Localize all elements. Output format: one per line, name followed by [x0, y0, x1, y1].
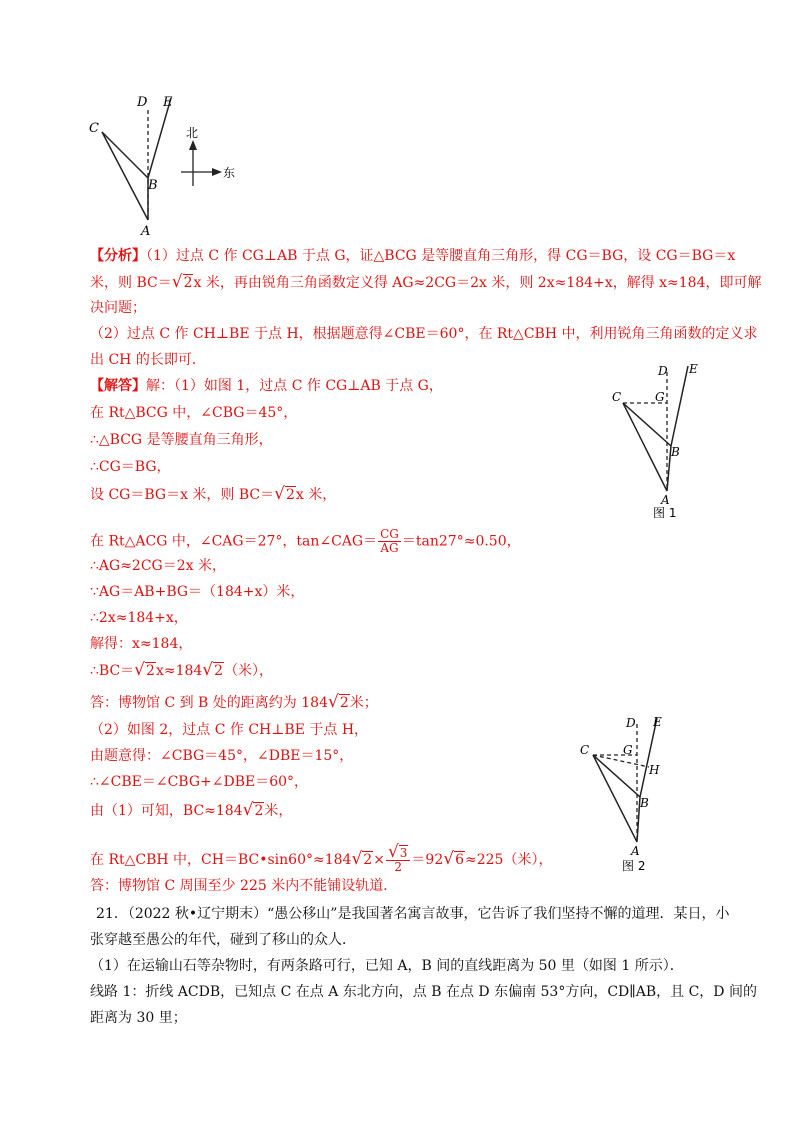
caption-fig2: 图 2 [622, 859, 646, 873]
label-d: D [658, 364, 668, 378]
label-h: H [649, 763, 660, 777]
solution-line-13: （2）如图 2，过点 C 作 CH⊥BE 于点 H， [90, 722, 369, 738]
line-be [671, 366, 688, 446]
solution-line-12: 答：博物馆 C 到 B 处的距离约为 184√2米； [90, 692, 378, 712]
problem21-line-4: 线路 1：折线 ACDB，已知点 C 在点 A 东北方向，点 B 在点 D 东偏南 53°方向，CD∥AB，且 C，D 间的 [90, 984, 757, 1000]
line-cb [623, 403, 671, 446]
solution-line-6: 在 Rt△ACG 中，∠CAG＝27°，tan∠CAG＝ $\frac{CG}{AG}$ ＝tan27°≈0.50， [90, 527, 521, 555]
analysis-line-3: 决问题； [90, 300, 146, 316]
label-a: A [141, 224, 151, 239]
solution-line-17: 在 Rt△CBH 中，CH＝BC•sin60°≈184√2× $\frac{√3}{2}$ ＝92√6≈225（米）， [90, 842, 553, 874]
label-e: E [653, 715, 662, 729]
analysis-text-1: （1）过点 C 作 CG⊥AB 于点 G，证△BCG 是等腰直角三角形，得 CG＝BG，设 CG＝BG＝x [146, 248, 736, 264]
label-c: C [612, 390, 622, 404]
solution-line-18: 答：博物馆 C 周围至少 225 米内不能铺设轨道． [90, 878, 398, 894]
figure-1 [605, 358, 715, 518]
solution-line-9: ∴2x≈184+x， [90, 610, 188, 626]
analysis-tag: 【分析】 [90, 248, 146, 264]
label-b: B [671, 445, 680, 459]
fraction-root3-over-2: $\frac{√3}{2}$ [386, 846, 410, 874]
label-a: A [661, 493, 670, 507]
problem21-line-3: （1）在运输山石等杂物时，有两条路可行，已知 A，B 间的直线距离为 50 里（如图 1 所示）． [90, 958, 684, 974]
solution-line-14: 由题意得：∠CBG＝45°，∠DBE＝15°， [90, 748, 354, 764]
solution-line-1: 【解答】解：（1）如图 1，过点 C 作 CG⊥AB 于点 G， [90, 378, 443, 394]
line-be [640, 718, 657, 797]
label-e: E [163, 95, 173, 110]
figure-top [80, 90, 260, 240]
label-c: C [580, 743, 590, 757]
solution-line-11: ∴BC＝√2x≈184√2（米）， [90, 660, 274, 680]
line-ch [593, 755, 649, 767]
solution-line-16: 由（1）可知，BC≈184√2米， [90, 800, 293, 820]
label-d: D [626, 716, 636, 730]
solution-line-7: ∴AG≈2CG＝2x 米， [90, 558, 226, 574]
label-east: 东 [223, 166, 236, 180]
label-c: C [89, 121, 99, 136]
label-north: 北 [186, 126, 199, 140]
line-ca [593, 755, 637, 842]
line-cb [102, 132, 148, 178]
label-g: G [623, 743, 633, 757]
solution-line-5: 设 CG＝BG＝x 米，则 BC＝√2x 米， [90, 484, 337, 504]
solution-line-4: ∴CG＝BG， [90, 459, 171, 475]
label-e: E [689, 362, 698, 376]
label-g: G [655, 390, 665, 404]
fraction-cg-ag: $\frac{CG}{AG}$ [380, 527, 399, 555]
line-ca [102, 132, 148, 220]
solution-line-2: 在 Rt△BCG 中，∠CBG＝45°， [90, 405, 298, 421]
analysis-line-5: 出 CH 的长即可． [90, 352, 206, 368]
solution-line-10: 解得：x≈184， [90, 636, 193, 652]
compass-east-arrow [212, 168, 222, 176]
label-a: A [631, 844, 640, 858]
problem21-line-2: 张穿越至愚公的年代，碰到了移山的众人． [90, 932, 356, 948]
problem21-line-1: 21．（2022 秋•辽宁期末）“愚公移山”是我国著名寓言故事，它告诉了我们坚持不懈的道理．某日，小 [96, 906, 730, 922]
solution-line-3: ∴△BCG 是等腰直角三角形， [90, 432, 273, 448]
figure-2 [575, 712, 685, 877]
analysis-line-2: 米，则 BC＝√2x 米，再由锐角三角函数定义得 AG≈2CG＝2x 米，则 2x≈184+x，解得 x≈184，即可解 [90, 272, 762, 292]
line-be [148, 98, 171, 178]
solution-line-15: ∴∠CBE＝∠CBG+∠DBE＝60°， [90, 774, 309, 790]
analysis-line-1 [90, 246, 735, 266]
compass-north-arrow [189, 140, 197, 150]
label-b: B [148, 178, 158, 193]
label-b: B [640, 796, 649, 810]
line-cb [593, 755, 640, 797]
solution-tag: 【解答】 [90, 378, 146, 394]
analysis-line-4: （2）过点 C 作 CH⊥BE 于点 H，根据题意得∠CBE＝60°，在 Rt△CBH 中，利用锐角三角函数的定义求 [90, 326, 758, 342]
problem21-line-5: 距离为 30 里； [90, 1010, 187, 1026]
label-d: D [137, 95, 148, 110]
line-ca [623, 403, 667, 491]
solution-line-8: ∵AG＝AB+BG＝（184+x）米， [90, 584, 305, 600]
caption-fig1: 图 1 [653, 506, 677, 518]
